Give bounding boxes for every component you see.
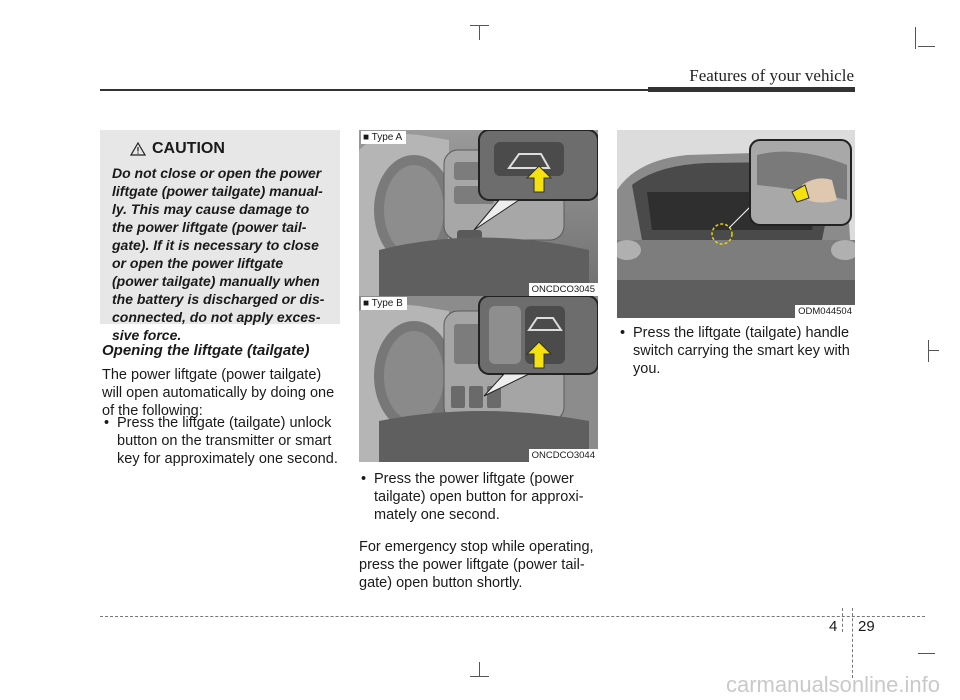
footer-divider-left [842,608,843,632]
caution-line: sive force. [112,327,182,343]
footer-rule [100,616,925,617]
bullet-line: tailgate) open button for approxi- [374,489,584,505]
caution-line: Do not close or open the power [112,165,322,181]
caution-line: ly. This may cause damage to [112,201,310,217]
crop-mark-top-bar [470,25,489,26]
note-line: For emergency stop while operating, [359,539,594,555]
intro-line: of the following: [102,403,203,419]
bullet-open-button [361,470,599,524]
console-type-a-illustration [359,130,598,296]
page-number: 29 [858,618,875,635]
crop-mark-bottom [479,662,480,676]
caution-box [100,130,340,343]
bullet-line: Press the power liftgate (power [374,471,574,487]
bullet-text [117,414,340,468]
crop-mark-top [479,26,480,40]
suv-rear-illustration [617,130,855,318]
caution-line: connected, do not apply exces- [112,309,321,325]
warning-triangle-icon [130,142,146,156]
chapter-number: 4 [829,618,838,635]
crop-mark-bottom-bar [470,676,489,677]
bullet-line: key for approximately one second. [117,451,338,467]
figure-type-b [359,296,598,462]
caution-title: CAUTION [152,140,225,157]
caution-line: the power liftgate (power tail- [112,219,307,235]
watermark: carmanualsonline.info [725,672,940,697]
bullet-transmitter [104,414,340,468]
caution-line: gate). If it is necessary to close [112,237,319,253]
caution-line: (power tailgate) manually when [112,273,320,289]
page-header-title: Features of your vehicle [689,66,854,85]
type-a-label: ■ Type A [361,131,406,144]
bullet-dot: • [104,415,110,431]
crop-mark-bottom-right-h [918,653,935,654]
bullet-handle-switch [620,324,856,378]
crop-mark-top-right-v [915,27,916,49]
caution-line: liftgate (power tailgate) manual- [112,183,323,199]
footer-divider-right [852,608,853,678]
emergency-stop-note [359,538,599,592]
intro-line: will open automatically by doing one [102,385,335,401]
type-b-label: ■ Type B [361,297,407,310]
bullet-line: button on the transmitter or smart [117,433,332,449]
bullet-line: Press the liftgate (tailgate) handle [633,325,850,341]
crop-mark-right-bar [929,350,939,351]
header-bar [648,87,855,92]
caution-line: or open the power liftgate [112,255,284,271]
bullet-text [374,470,599,524]
figure-type-a [359,130,598,296]
section-heading: Opening the liftgate (tailgate) [102,342,310,359]
console-type-b-illustration [359,296,598,462]
figure-a-code: ONCDCO3045 [529,283,598,296]
intro-line: The power liftgate (power tailgate) [102,367,322,383]
figure-right-code: ODM044504 [795,305,855,318]
bullet-line: Press the liftgate (tailgate) unlock [117,415,332,431]
bullet-line: switch carrying the smart key with [633,343,850,359]
caution-line: the battery is discharged or dis- [112,291,325,307]
figure-liftgate-handle [617,130,855,318]
bullet-dot: • [620,325,626,341]
intro-paragraph [102,366,340,420]
crop-mark-right [928,340,929,362]
caution-text [112,164,332,344]
bullet-line: mately one second. [374,507,500,523]
bullet-text [633,324,856,378]
note-line: gate) open button shortly. [359,575,523,591]
caution-header [130,140,332,158]
bullet-dot: • [361,471,367,487]
bullet-line: you. [633,361,661,377]
crop-mark-top-right-h [918,46,935,47]
note-line: press the power liftgate (power tail- [359,557,585,573]
figure-b-code: ONCDCO3044 [529,449,598,462]
